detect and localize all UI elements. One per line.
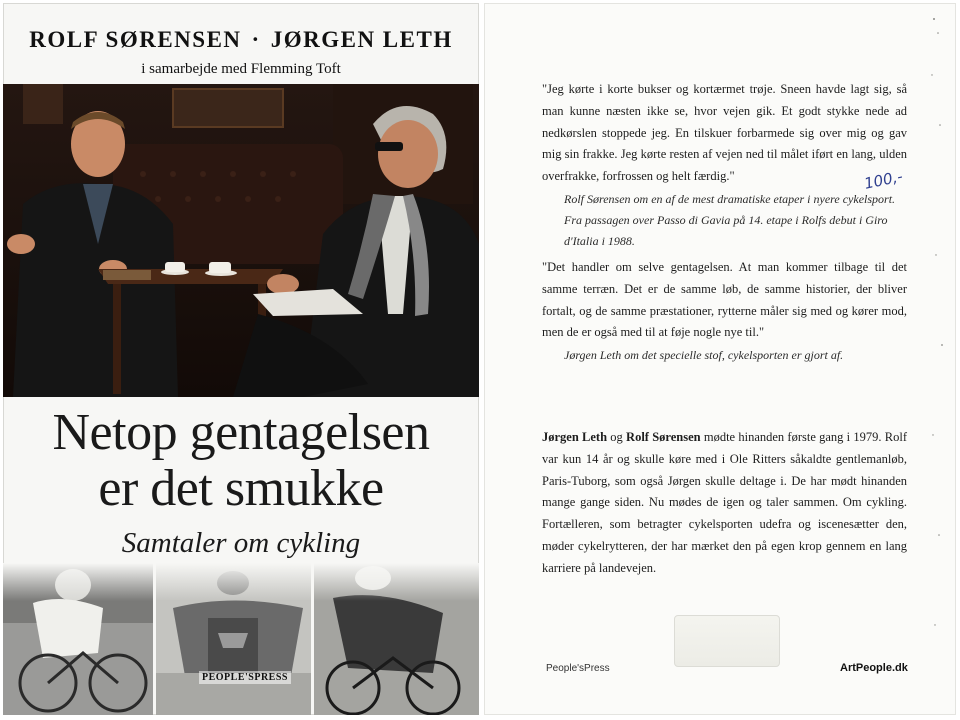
quote-rolf-attribution: Rolf Sørensen om en af de mest dramatiske etaper i nyere cykelsport. Fra passagen over Passo di Gavia på 14. etape i Rolfs debut i Giro d'Italia i 1988. xyxy=(564,192,896,248)
intro-and: og xyxy=(607,430,627,444)
front-cover xyxy=(3,3,479,715)
handwritten-price-note: 100,- xyxy=(862,167,905,193)
authors-line xyxy=(3,27,479,53)
cycling-photo-strip xyxy=(3,563,479,715)
book-description xyxy=(542,427,907,580)
quote-jorgen-attribution: Jørgen Leth om det specielle stof, cykelsporten er gjort af. xyxy=(564,348,844,362)
barcode-sticker-residue xyxy=(674,615,780,667)
intro-name-jorgen: Jørgen Leth xyxy=(542,430,608,444)
cover-photo-conversation xyxy=(3,84,479,397)
intro-name-rolf: Rolf Sørensen xyxy=(626,430,701,444)
cover-wear-marks xyxy=(924,15,948,715)
quote-rolf: "Jeg kørte i korte bukser og kortærmet trøje. Sneen havde lagt sig, så man kunne næsten ikke se, hvor vejen gik. Et godt stykke nede ad nedkørslen stoppede jeg. En tilskuer forbarmede sig over mig og gav mig sin frakke. Jeg kørte resten af vejen ned til målet iført en lang, ulden overfrakke, forfrossen og helt færdig." xyxy=(542,82,907,184)
front-publisher-logo: PEOPLE'SPRESS xyxy=(199,671,291,684)
author-jorgen: JØRGEN LETH xyxy=(270,27,453,52)
back-cover xyxy=(484,3,956,715)
title-line-1: Netop gentagelsen xyxy=(52,404,430,461)
collaboration-credit: i samarbejde med Flemming Toft xyxy=(141,61,341,77)
book-subtitle: Samtaler om cykling xyxy=(121,527,361,559)
back-publisher: People'sPress xyxy=(546,663,610,674)
author-rolf: ROLF SØRENSEN xyxy=(29,27,242,52)
back-website: ArtPeople.dk xyxy=(840,662,908,674)
author-separator: · xyxy=(251,27,261,52)
book-title xyxy=(3,405,479,517)
intro-body: mødte hinanden første gang i 1979. Rolf var kun 14 år og skulle køre med i Ole Ritters såkaldte gentlemanløb, Paris-Tuborg, som også Jørgen skulle deltage i. De har mødt hinanden mange gange siden. Nu mødes de igen og taler sammen. Om cykling. Fortælleren, som betragter cykelsporten udefra og iscenesætter den, møder cykelrytteren, der har mærket den på egen krop gennem en lang karriere på landevejen. xyxy=(542,430,907,575)
title-line-2: er det smukke xyxy=(98,460,384,517)
quote-jorgen: "Det handler om selve gentagelsen. At man kommer tilbage til det samme terræn. Det er de samme løb, de samme historier, der bliver fortalt, og de samme præstationer, rytterne måler sig med og kører mod, men de er også med til at føje nogle nye til." xyxy=(542,260,907,340)
